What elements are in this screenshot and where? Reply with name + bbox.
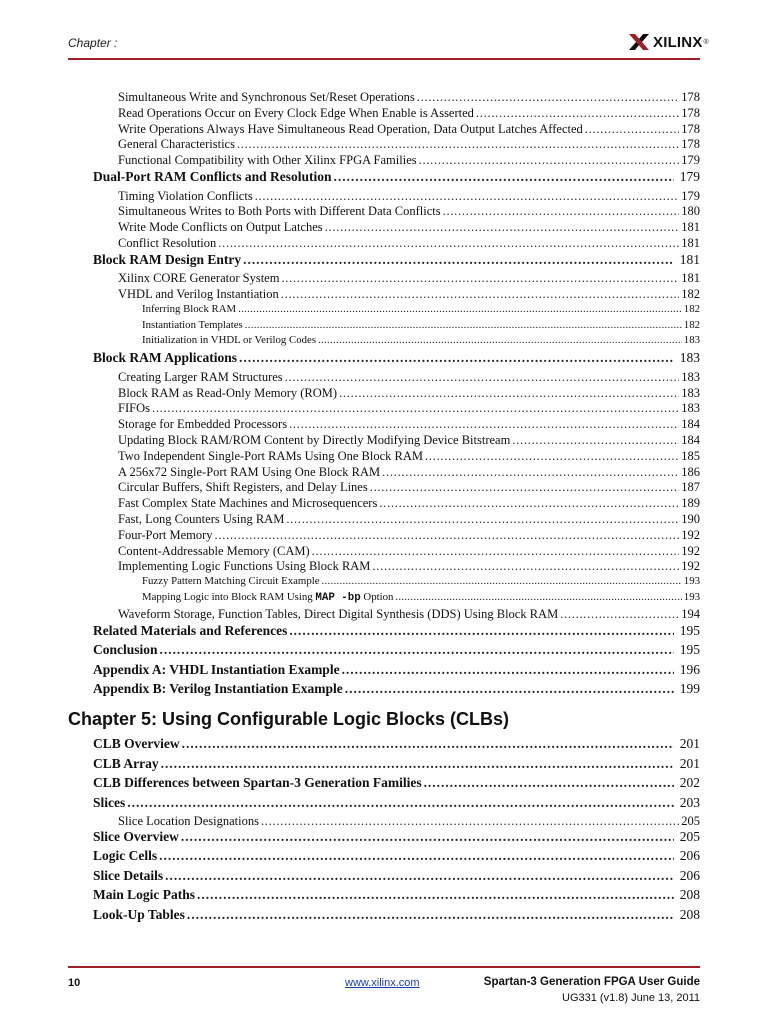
toc-entry-title-suffix: Option [360,590,394,603]
toc-entry-page: 190 [681,511,700,526]
toc-leader-dots [372,559,679,574]
toc-entry[interactable] [118,386,700,402]
toc-entry-code: MAP -bp [315,591,361,604]
toc-entry-title-text: Circular Buffers, Shift Registers, and Delay Lines [118,480,368,495]
toc-entry-title-text: Two Independent Single-Port RAMs Using One Block RAM [118,448,424,463]
toc-entry-title-text: Related Materials and References [93,622,288,638]
toc-entry-title-text: Conflict Resolution [118,235,217,250]
toc-entry-title-text: Inferring Block RAM [142,302,237,315]
toc-entry-title-text: Fast, Long Counters Using RAM [118,511,285,526]
toc-entry-title-text: Main Logic Paths [93,887,196,902]
toc-entry-page: 183 [681,369,700,384]
toc-entry-page: 189 [681,496,700,511]
toc-entry[interactable] [93,681,700,700]
toc-entry-title [118,559,370,574]
toc-entry-page: 181 [681,220,700,235]
toc-entry-page: 201 [679,755,700,771]
toc-entry-page: 181 [681,235,700,250]
toc-leader-dots [512,433,679,448]
toc-entry[interactable] [93,252,700,271]
toc-entry-page: 202 [679,775,700,790]
toc-entry-page: 194 [681,606,700,621]
toc-leader-dots [325,220,680,235]
toc-entry-page: 183 [679,350,700,366]
registered-mark: ® [703,38,709,46]
toc-entry[interactable] [142,319,700,334]
toc-leader-dots [161,756,674,772]
toc-leader-dots [181,829,674,845]
toc-entry-title [93,169,332,185]
toc-entry-title [93,252,241,268]
toc-entry-title [118,512,284,527]
toc-leader-dots [215,528,680,543]
toc-entry-title-text: CLB Array [93,755,159,771]
toc-entry[interactable] [118,271,700,287]
toc-entry-title [118,236,216,251]
toc-entry-title [118,370,283,385]
footer-page-number: 10 [68,977,81,989]
toc-entry[interactable] [118,370,700,386]
toc-entry-title-text: Initialization in VHDL or Verilog Codes [142,334,317,347]
toc-entry-title [93,868,163,884]
toc-leader-dots [245,319,682,331]
toc-entry[interactable] [118,137,700,153]
toc-entry-page: 179 [681,153,700,168]
toc-entry-page: 184 [681,417,700,432]
toc-entry-title [93,795,125,811]
toc-leader-dots [165,868,674,884]
toc-leader-dots [285,370,680,385]
toc-leader-dots [281,271,679,286]
toc-entry-title-text: Slice Details [93,867,164,883]
toc-entry-page: 199 [679,681,700,696]
toc-entry-title-text: Simultaneous Writes to Both Ports with Different Data Conflicts [118,204,441,219]
toc-leader-dots [286,512,679,527]
toc-leader-dots [238,303,682,315]
toc-entry-title-text: Instantiation Templates [142,318,243,331]
toc-leader-dots [334,169,674,185]
toc-entry[interactable] [93,756,700,775]
toc-entry-title [118,271,279,286]
toc-entry[interactable] [93,662,700,681]
toc-entry-title-text: Dual-Port RAM Conflicts and Resolution [93,169,332,184]
toc-leader-dots [187,907,674,923]
toc-entry-title [118,401,150,416]
toc-entry[interactable] [93,775,700,794]
toc-entry[interactable] [142,591,700,606]
toc-entry[interactable] [118,106,700,122]
toc-entry-page: 181 [679,251,700,267]
toc-entry-title-text: FIFOs [118,401,150,416]
toc-entry-title-text: Slices [93,794,126,810]
toc-entry-title [118,607,558,622]
toc-leader-dots [261,814,679,829]
toc-entry-title [93,887,195,903]
toc-entry[interactable] [118,465,700,481]
toc-entry-title [93,642,158,658]
toc-entry[interactable] [93,350,700,369]
toc-entry-title-text: Simultaneous Write and Synchronous Set/Reset Operations [118,90,415,104]
toc-entry-page: 195 [679,642,700,657]
toc-entry[interactable] [118,480,700,496]
toc-entry-page: 183 [681,385,700,400]
toc-entry-title [118,204,441,219]
toc-entry-title [118,220,323,235]
toc-entry-page: 178 [681,121,700,136]
toc-entry-title-text: Storage for Embedded Processors [118,417,288,432]
toc-leader-dots [218,236,679,251]
toc-leader-dots [312,544,680,559]
toc-entry[interactable] [118,153,700,169]
toc-leader-dots [417,90,679,105]
toc-entry-page: 183 [683,334,700,347]
toc-leader-dots [127,795,674,811]
toc-entry-title-text: Functional Compatibility with Other Xilinx FPGA Families [118,153,417,168]
toc-entry-page: 193 [683,590,700,603]
toc-leader-dots [322,575,682,587]
toc-entry[interactable] [93,848,700,867]
toc-entry-title-text: Slice Overview [93,828,179,844]
toc-entry-title [118,433,510,448]
toc-entry-title [118,386,337,401]
toc-entry-title [142,319,243,331]
toc-entry-title-text: General Characteristics [118,137,235,152]
toc-entry-title-text: VHDL and Verilog Instantiation [118,287,279,301]
toc-leader-dots [379,496,679,511]
xilinx-logo-icon [628,33,650,51]
toc-entry-page: 201 [679,736,700,751]
toc-entry-title-text: Conclusion [93,642,158,657]
toc-entry-title-text: Timing Violation Conflicts [118,188,253,203]
header-rule [68,58,700,60]
toc-entry-title-text: Creating Larger RAM Structures [118,369,283,384]
toc-leader-dots [339,386,679,401]
toc-entry[interactable] [118,401,700,417]
toc-entry-title-text: Implementing Logic Functions Using Block RAM [118,559,371,574]
toc-entry[interactable] [142,575,700,590]
toc-entry-title [118,480,368,495]
toc-entry[interactable] [118,559,700,575]
toc-leader-dots [289,623,673,639]
toc-entry-title-text: CLB Overview [93,736,180,751]
toc-entry-title [118,544,310,559]
toc-entry-page: 179 [679,169,700,184]
toc-leader-dots [395,591,681,603]
footer-guide-title: Spartan-3 Generation FPGA User Guide [483,976,700,988]
toc-entry-title [93,756,159,772]
toc-entry-page: 205 [679,828,700,844]
toc-leader-dots [382,465,679,480]
toc-leader-dots [419,153,680,168]
toc-entry-page: 203 [679,794,700,810]
toc-entry[interactable] [93,169,700,188]
toc-entry[interactable] [93,907,700,926]
toc-entry[interactable] [118,512,700,528]
toc-entry-page: 178 [681,137,700,152]
toc-entry-title [118,496,377,511]
toc-entry[interactable] [118,189,700,205]
toc-entry-title [142,591,393,604]
toc-entry[interactable] [118,204,700,220]
toc-entry-title [118,287,279,302]
toc-entry-title [118,189,253,204]
toc-entry-title-text: Block RAM Design Entry [93,251,242,267]
toc-entry-title [118,153,417,168]
toc-entry-title [93,623,287,639]
toc-leader-dots [281,287,680,302]
toc-entry-title [93,350,237,366]
toc-entry-page: 182 [681,287,700,301]
toc-entry-title [118,106,474,121]
toc-entry[interactable] [118,433,700,449]
toc-entry-title-text: CLB Differences between Spartan-3 Generation Families [93,775,422,790]
chapter-5-title: Chapter 5: Using Configurable Logic Blocks (CLBs) [68,709,510,729]
toc-entry-page: 183 [681,401,700,416]
toc-entry-title-text: Read Operations Occur on Every Clock Edge When Enable is Asserted [118,105,474,120]
toc-entry-page: 192 [681,559,700,574]
toc-entry[interactable] [118,220,700,236]
toc-entry[interactable] [118,417,700,433]
toc-entry-title-text: Write Operations Always Have Simultaneous Read Operation, Data Output Latches Affected [118,121,583,136]
toc-leader-dots [585,122,679,137]
toc-leader-dots [342,662,674,678]
toc-leader-dots [239,350,674,366]
toc-entry[interactable] [93,829,700,848]
toc-leader-dots [243,252,674,268]
toc-entry[interactable] [118,287,700,303]
toc-leader-dots [160,642,674,658]
toc-entry-title [93,848,157,864]
toc-entry-page: 206 [679,867,700,883]
toc-entry-page: 192 [681,527,700,542]
toc-entry-title [118,814,259,829]
toc-entry[interactable] [142,303,700,318]
toc-leader-dots [255,189,680,204]
toc-leader-dots [289,417,679,432]
toc-entry[interactable] [118,449,700,465]
toc-leader-dots [237,137,679,152]
toc-entry-page: 185 [681,448,700,463]
toc-entry-title-text: Look-Up Tables [93,906,185,922]
toc-entry-title [142,334,316,346]
toc-entry-page: 179 [681,188,700,203]
toc-entry-title-text: Four-Port Memory [118,527,213,542]
toc-leader-dots [424,775,674,791]
toc-entry-title-text: Logic Cells [93,848,158,863]
toc-leader-dots [318,334,682,346]
toc-entry-title-text: Block RAM Applications [93,350,238,366]
toc-entry[interactable] [118,528,700,544]
toc-entry-page: 182 [683,302,700,315]
toc-entry-title [118,417,287,432]
toc-entry-title [118,90,415,105]
toc-entry[interactable] [142,334,700,349]
footer-rule [68,966,700,968]
toc-leader-dots [197,887,674,903]
toc-entry-page: 192 [681,543,700,558]
toc-entry-title-text: Appendix A: VHDL Instantiation Example [93,661,340,677]
toc-entry-page: 187 [681,480,700,495]
xilinx-logo-text: XILINX [653,33,703,51]
toc-entry-title-text: Fuzzy Pattern Matching Circuit Example [142,575,320,588]
xilinx-logo [628,30,709,54]
toc-entry-title [118,449,423,464]
toc-entry-page: 208 [679,887,700,902]
toc-entry-title [118,137,235,152]
toc-entry-title-text: Appendix B: Verilog Instantiation Example [93,681,343,696]
toc-entry-page: 182 [683,318,700,331]
toc-entry-title [93,736,180,752]
toc-entry[interactable] [118,607,700,623]
toc-entry-title [142,575,320,587]
toc-entry-page: 186 [681,464,700,479]
toc-entry-page: 178 [681,105,700,120]
toc-leader-dots [159,848,674,864]
toc-entry-title-text: Write Mode Conflicts on Output Latches [118,220,323,235]
toc-entry-title [142,303,236,315]
toc-entry-title [93,907,185,923]
toc-entry-title-text: Waveform Storage, Function Tables, Direct Digital Synthesis (DDS) Using Block RAM [118,606,559,621]
toc-entry-page: 180 [681,204,700,219]
toc-leader-dots [476,106,679,121]
toc-entry-page: 195 [679,622,700,638]
toc-entry[interactable] [93,623,700,642]
toc-entry-title-text: A 256x72 Single-Port RAM Using One Block RAM [118,464,381,479]
toc-entry-title-text: Updating Block RAM/ROM Content by Directly Modifying Device Bitstream [118,432,511,447]
toc-entry[interactable] [118,122,700,138]
toc-entry[interactable] [118,544,700,560]
toc-entry-page: 178 [681,90,700,104]
toc-entry[interactable] [93,887,700,906]
toc-entry-title-text: Block RAM as Read-Only Memory (ROM) [118,385,338,400]
toc-entry-page: 206 [679,848,700,863]
toc-entry-title [118,465,380,480]
toc-entry[interactable] [118,236,700,252]
toc-entry-title [93,681,343,697]
toc-leader-dots [425,449,679,464]
toc-entry-title-text: Fast Complex State Machines and Microsequencers [118,496,378,511]
toc-entry-page: 205 [681,814,700,828]
toc-entry-page: 181 [681,271,700,286]
toc-entry-page: 196 [679,661,700,677]
toc-leader-dots [182,736,674,752]
toc-entry[interactable] [118,90,700,106]
toc-entry-title [93,662,340,678]
toc-leader-dots [152,401,679,416]
toc-entry-page: 184 [681,432,700,447]
footer-website-link[interactable]: www.xilinx.com [345,977,420,989]
toc-entry[interactable] [93,795,700,814]
toc-entry[interactable] [93,642,700,661]
toc-entry[interactable] [93,736,700,755]
toc-entry-title-text: Xilinx CORE Generator System [118,271,280,286]
toc-entry-title [93,829,179,845]
toc-leader-dots [370,480,680,495]
toc-entry[interactable] [118,496,700,512]
toc-entry[interactable] [93,868,700,887]
toc-entry-title-text: Slice Location Designations [118,814,259,828]
toc-leader-dots [560,607,679,622]
toc-leader-dots [443,204,680,219]
toc-entry-title [93,775,422,791]
footer-doc-id: UG331 (v1.8) June 13, 2011 [562,992,700,1004]
toc-entry-title [118,122,583,137]
header-chapter-label: Chapter : [68,36,118,50]
toc-entry-title-text: Content-Addressable Memory (CAM) [118,543,310,558]
toc-leader-dots [345,681,674,697]
toc-entry-title [118,528,213,543]
toc-entry-title-text: Mapping Logic into Block RAM Using [142,590,316,603]
toc-entry-page: 208 [679,906,700,922]
toc-entry-page: 193 [683,575,700,588]
